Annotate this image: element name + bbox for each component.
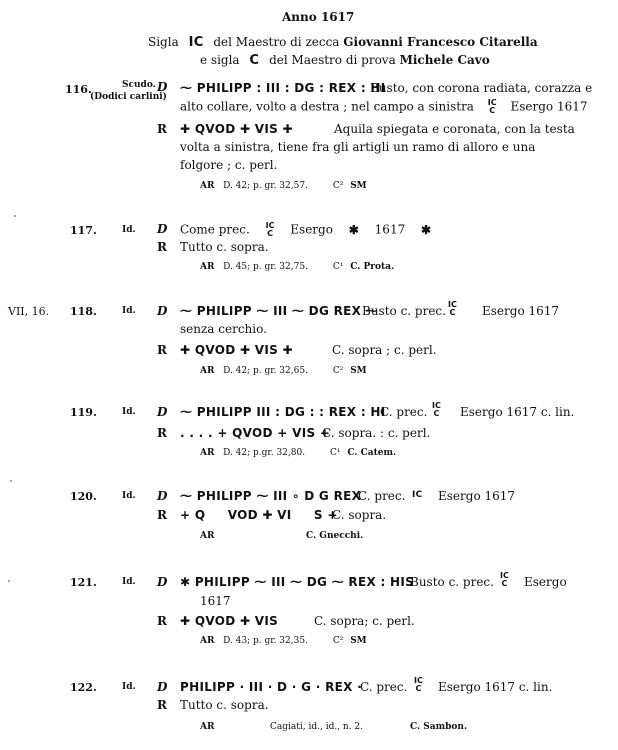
rarity-text: C² bbox=[332, 366, 344, 376]
reverse-legend: ✚ QVOD ✚ VIS bbox=[180, 614, 279, 628]
scan-speck bbox=[8, 580, 10, 582]
entry-meta bbox=[200, 262, 394, 272]
reverse-description: C. sopra; c. perl. bbox=[314, 614, 415, 628]
reference-text: Cagiati, id., id., n. 2. bbox=[270, 722, 364, 732]
reverse-legend: + Q VOD ✚ VI S + bbox=[180, 508, 338, 522]
exergue-text: Esergo 1617 c. lin. bbox=[438, 680, 553, 694]
sigla-mark: IC bbox=[412, 490, 423, 500]
entry-number: 119. bbox=[70, 406, 97, 419]
entry-denomination-note: (Dodici carlini) bbox=[90, 92, 167, 102]
reverse-mark: R bbox=[157, 698, 167, 712]
weight-text: D. 42; p.gr. 32,80. bbox=[223, 448, 306, 458]
obverse-legend: ⁓ PHILIPP : III : DG : REX : HI bbox=[180, 81, 386, 95]
weight-text: D. 42; p. gr. 32,65. bbox=[223, 366, 308, 376]
header-text: del Maestro di zecca bbox=[213, 35, 340, 49]
reverse-description: volta a sinistra, tiene fra gli artigli un ramo di alloro e una bbox=[180, 140, 536, 154]
entry-number: 121. bbox=[70, 576, 97, 589]
exergue-year: 1617 bbox=[374, 222, 406, 237]
sigla-fraction: IC C bbox=[487, 98, 497, 115]
entry-denomination: Scudo. bbox=[122, 80, 156, 90]
obverse-mark: D bbox=[157, 489, 168, 503]
obverse-mark: D bbox=[157, 680, 168, 694]
obverse-mark: D bbox=[157, 405, 168, 419]
metal-mark: AR bbox=[200, 366, 215, 376]
mint-master-name: Giovanni Francesco Citarella bbox=[343, 35, 538, 49]
obverse-description: Busto c. prec. bbox=[362, 304, 446, 318]
reverse-legend: ✚ QVOD ✚ VIS ✚ bbox=[180, 122, 293, 136]
entry-number: 118. bbox=[70, 305, 97, 318]
weight-text: D. 42; p. gr. 32,57. bbox=[223, 181, 308, 191]
rarity-text: C¹ bbox=[329, 448, 341, 458]
metal-mark: AR bbox=[200, 262, 215, 272]
exergue-text: Esergo 1617 bbox=[482, 304, 560, 318]
reverse-description: folgore ; c. perl. bbox=[180, 158, 278, 172]
plate-reference: VII, 16. bbox=[8, 305, 50, 318]
reverse-description: Tutto c. sopra. bbox=[180, 240, 269, 254]
entry-denomination: Id. bbox=[122, 306, 136, 316]
reverse-mark: R bbox=[157, 508, 167, 522]
reverse-mark: R bbox=[157, 240, 167, 254]
exergue-text: Esergo bbox=[524, 575, 567, 589]
obverse-description: Busto c. prec. bbox=[410, 575, 494, 589]
exergue-year: 1617 bbox=[200, 594, 231, 608]
exergue-text: Esergo 1617 bbox=[510, 99, 588, 114]
entry-meta bbox=[200, 181, 367, 191]
weight-text: D. 43; p. gr. 32,35. bbox=[223, 636, 308, 646]
page-title: Anno 1617 bbox=[282, 10, 355, 24]
entry-number: 116. bbox=[65, 83, 92, 96]
header-text: Sigla bbox=[148, 35, 179, 49]
reverse-description: C. sopra. : c. perl. bbox=[322, 426, 431, 440]
collection-text: C. Gnecchi. bbox=[306, 531, 364, 541]
metal-mark: AR bbox=[200, 531, 215, 541]
collection-text: SM bbox=[350, 366, 367, 376]
entry-denomination: Id. bbox=[122, 407, 136, 417]
rarity-text: C² bbox=[332, 636, 344, 646]
obverse-description: alto collare, volto a destra ; nel campo a sinistra bbox=[180, 99, 474, 114]
collection-text: SM bbox=[350, 181, 367, 191]
obverse-description-line bbox=[180, 99, 587, 115]
header-text: del Maestro di prova bbox=[269, 53, 396, 67]
entry-denomination: Id. bbox=[122, 577, 136, 587]
collection-text: C. Catem. bbox=[347, 448, 397, 458]
collection-text: SM bbox=[350, 636, 367, 646]
entry-number: 120. bbox=[70, 490, 97, 503]
entry-denomination: Id. bbox=[122, 225, 136, 235]
entry-denomination: Id. bbox=[122, 682, 136, 692]
reverse-description: C. sopra. bbox=[332, 508, 387, 522]
entry-denomination: Id. bbox=[122, 491, 136, 501]
reverse-description: C. sopra ; c. perl. bbox=[332, 343, 437, 357]
metal-mark: AR bbox=[200, 722, 215, 732]
obverse-description-line bbox=[180, 222, 431, 238]
metal-mark: AR bbox=[200, 636, 215, 646]
metal-mark: AR bbox=[200, 181, 215, 191]
entry-number: 117. bbox=[70, 224, 97, 237]
reverse-description: Tutto c. sopra. bbox=[180, 698, 269, 712]
scan-speck bbox=[10, 480, 12, 482]
collection-text: C. Sambon. bbox=[410, 722, 468, 732]
reverse-mark: R bbox=[157, 614, 167, 628]
sigla-fraction: IC C bbox=[448, 300, 457, 317]
obverse-mark: D bbox=[157, 80, 168, 94]
sigla-fraction: IC C bbox=[432, 401, 441, 418]
reverse-description: Aquila spiegata e coronata, con la testa bbox=[334, 122, 575, 136]
obverse-legend: ✱ PHILIPP ⁓ III ⁓ DG ⁓ REX : HIS bbox=[180, 575, 415, 589]
scan-speck bbox=[14, 215, 16, 217]
header-line-2 bbox=[200, 53, 490, 68]
obverse-description: C. prec. bbox=[380, 405, 428, 419]
collection-text: C. Prota. bbox=[350, 262, 395, 272]
rarity-text: C¹ bbox=[332, 262, 344, 272]
obverse-legend: PHILIPP · III · D · G · REX · bbox=[180, 680, 362, 694]
entry-meta bbox=[200, 636, 367, 646]
exergue-text: Esergo 1617 c. lin. bbox=[460, 405, 575, 419]
reverse-mark: R bbox=[157, 122, 167, 136]
obverse-description: Come prec. bbox=[180, 222, 250, 237]
metal-mark: AR bbox=[200, 448, 215, 458]
header-line-1 bbox=[148, 35, 538, 50]
reverse-legend: ✚ QVOD ✚ VIS ✚ bbox=[180, 343, 293, 357]
sigla-fraction: IC C bbox=[265, 221, 275, 238]
obverse-description: senza cerchio. bbox=[180, 322, 267, 336]
obverse-description: C. prec. bbox=[360, 680, 408, 694]
star-icon: ✱ bbox=[348, 222, 359, 237]
obverse-description: C. prec. bbox=[358, 489, 406, 503]
obverse-mark: D bbox=[157, 575, 168, 589]
entry-number: 122. bbox=[70, 681, 97, 694]
obverse-description: Busto, con corona radiata, corazza e bbox=[370, 81, 593, 95]
weight-text: D. 45; p. gr. 32,75. bbox=[223, 262, 308, 272]
obverse-legend: ⁓ PHILIPP ⁓ III ⁓ DG REX ⁓ bbox=[180, 304, 378, 318]
sigla-mark: IC bbox=[188, 35, 204, 50]
sigla-fraction: IC C bbox=[414, 676, 423, 693]
obverse-mark: D bbox=[157, 222, 168, 236]
exergue-text: Esergo bbox=[290, 222, 333, 237]
header-text: e sigla bbox=[200, 53, 240, 67]
entry-meta bbox=[200, 448, 396, 458]
reverse-legend: . . . . + QVOD + VIS + bbox=[180, 426, 331, 440]
entry-meta bbox=[200, 366, 367, 376]
star-icon: ✱ bbox=[421, 222, 432, 237]
sigla-fraction: IC C bbox=[500, 571, 509, 588]
exergue-text: Esergo 1617 bbox=[438, 489, 516, 503]
sigla-mark: C bbox=[249, 53, 260, 68]
assay-master-name: Michele Cavo bbox=[399, 53, 490, 67]
reverse-mark: R bbox=[157, 343, 167, 357]
reverse-mark: R bbox=[157, 426, 167, 440]
obverse-legend: ⁓ PHILIPP III : DG : : REX : HI bbox=[180, 405, 386, 419]
obverse-mark: D bbox=[157, 304, 168, 318]
obverse-legend: ⁓ PHILIPP ⁓ III ∘ D G REX bbox=[180, 489, 362, 503]
rarity-text: C² bbox=[332, 181, 344, 191]
